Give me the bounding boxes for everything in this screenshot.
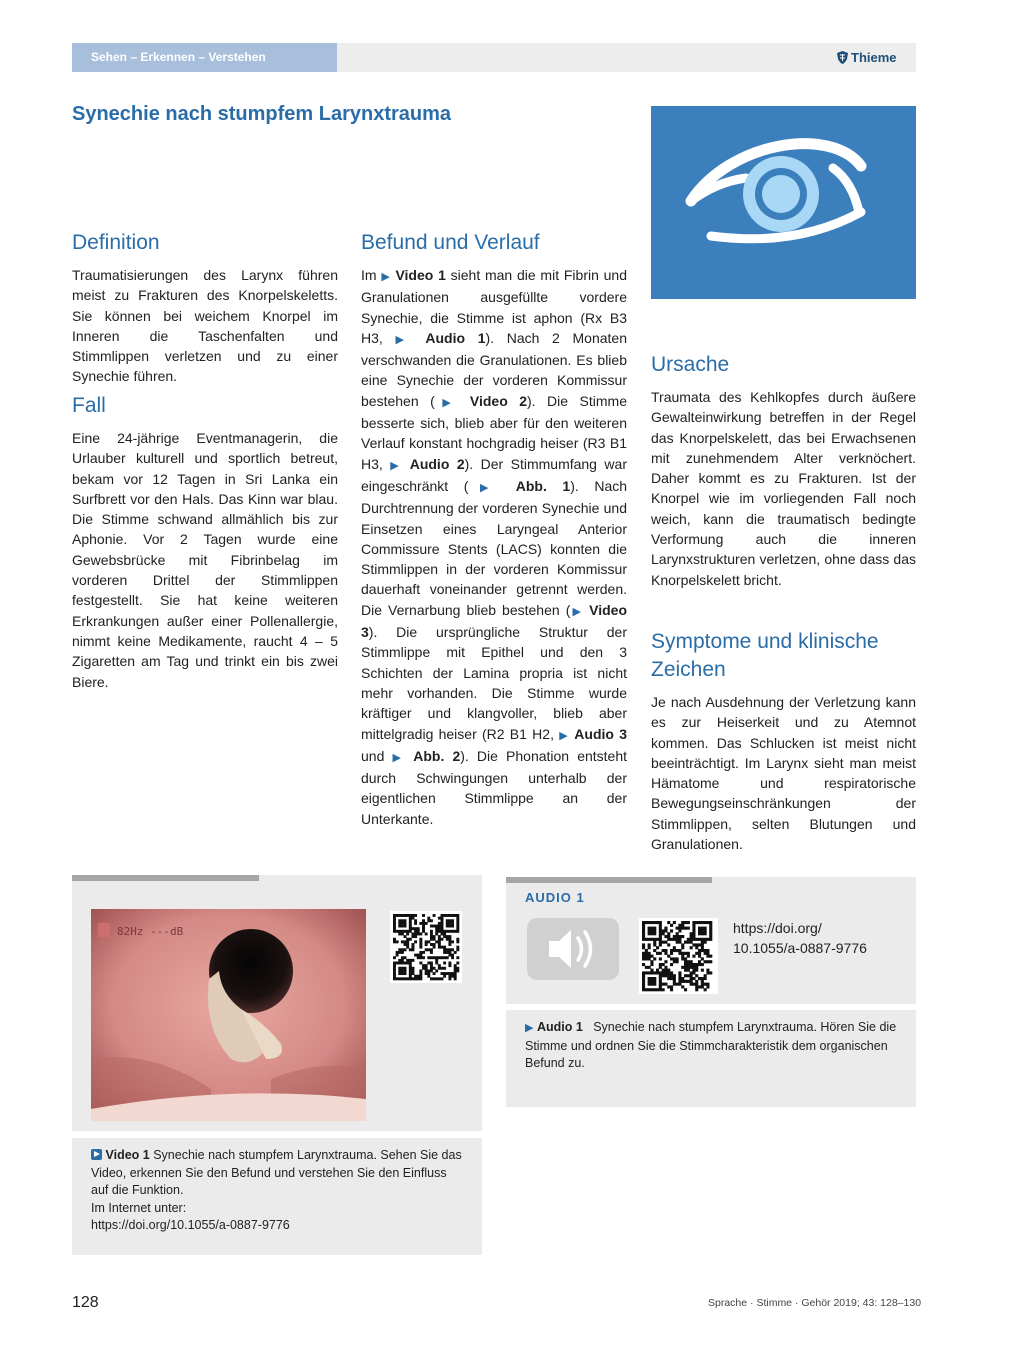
- abb1-ref[interactable]: Abb. 1: [515, 477, 571, 494]
- audio-play-button[interactable]: [527, 918, 619, 980]
- fall-section: [72, 392, 338, 692]
- fall-text: Eine 24-jährige Eventmanagerin, die Urlauber kulturell und sportlich betreut, bekam vor 12 Tagen in Sri Lanka ein Surfbrett vor den Hals. Das Kinn war blau. Die Stimme schwand allmählich bis zur Aphonie. Vor 2 Tagen wurde eine Gewebsbrücke mit Fibrinbelag im vorderen Drittel der Stimmlippen festgestellt. Sie hat keine weiteren Erkrankungen außer einer Pollenallergie, nimmt keine Medikamente, raucht 4 – 5 Zigaretten am Tag und trinkt ein bis zwei Biere.: [72, 430, 338, 690]
- audio-panel-topbar: [506, 877, 712, 883]
- section-tag-label: Sehen – Erkennen – Verstehen: [91, 50, 266, 64]
- ursache-heading: Ursache: [651, 353, 730, 376]
- symptome-text: Je nach Ausdehnung der Verletzung kann es zur Heiserkeit und zu Atemnot kommen. Das Schlucken ist meist nicht beeinträchtigt. Im Larynx sieht man meist Hämatome und respiratorische Bewegungseinschränkungen der Stimmlippen, selten Blutungen und Granulationen.: [651, 694, 916, 853]
- eye-icon: [651, 106, 916, 299]
- video-overlay-text: 82Hz ---dB: [117, 925, 184, 938]
- video-qr-code[interactable]: [390, 911, 462, 983]
- video-url[interactable]: https://doi.org/10.1055/a-0887-9776: [91, 1218, 290, 1232]
- video-play-icon: [91, 1149, 102, 1160]
- befund-section: [361, 229, 627, 829]
- larynx-video-frame: [91, 909, 366, 1121]
- eye-graphic: [651, 106, 916, 299]
- abb2-ref[interactable]: Abb. 2: [413, 747, 461, 764]
- page-number: 128: [72, 1294, 99, 1311]
- audio-url[interactable]: https://doi.org/ 10.1055/a-0887-9776: [733, 920, 867, 956]
- video3-ref[interactable]: Video 3: [361, 601, 627, 641]
- audio-caption-arrow-icon: ▶: [525, 1022, 534, 1034]
- video-player[interactable]: [91, 909, 366, 1121]
- qr-code-icon: [390, 911, 462, 983]
- journal-citation: Sprache · Stimme · Gehör 2019; 43: 128–130: [708, 1297, 922, 1309]
- definition-section: [72, 229, 338, 387]
- video-panel-topbar: [72, 875, 259, 881]
- video1-ref[interactable]: Video 1: [395, 267, 446, 283]
- video-internet-label: Im Internet unter:: [91, 1200, 187, 1215]
- audio-panel-label: AUDIO 1: [525, 890, 585, 905]
- fall-heading: Fall: [72, 394, 106, 417]
- video2-ref[interactable]: Video 2: [469, 392, 528, 409]
- befund-text: Im ▶ Video 1 sieht man die mit Fibrin und Granulationen ausgefüllte vordere Synechie, die Stimme ist aphon (Rx B3 H3, ▶ Audio 1). Nach 2 Monaten verschwanden die Granulationen. Es blieb eine Synechie der vorderen Kommissur bestehen (▶ Video 2). Die Stimme besserte sich, blieb aber für den weiteren Verlauf konstant hochgradig heiser (R3 B1 H3, ▶ Audio 2). Der Stimmumfang war eingeschränkt (▶ Abb. 1). Nach Durchtrennung der vorderen Synechie und Einsetzen eines Laryngeal Anterior Commissure Stents (LACS) konnten die Stimmlippen in der vorderen Kommissur dauerhaft voneinander getrennt werden. Die Vernarbung blieb bestehen (▶ Video 3). Die ursprüngliche Struktur der Stimmlippe mit Epithel und den 3 Schichten der Lamina propria ist nicht mehr vorhanden. Die Stimme wurde kräftiger und klangvoller, blieb aber mittelgradig heiser (R2 B1 H2, ▶ Audio 3 und ▶ Abb. 2). Die Phonation entsteht durch Schwingungen unterhalb der eigentlichen Stimmlippe an der Unterkante.: [361, 267, 628, 827]
- publisher-logo: [837, 50, 897, 65]
- befund-heading: Befund und Verlauf: [361, 231, 540, 254]
- video-caption: [91, 1147, 463, 1235]
- audio2-ref[interactable]: Audio 2: [409, 455, 465, 472]
- thieme-crest-icon: [837, 51, 848, 64]
- audio-qr-code[interactable]: [639, 918, 718, 994]
- audio-caption-text: Synechie nach stumpfem Larynxtrauma. Hören Sie die Stimme und ordnen Sie die Stimmcharakteristik dem organischen Befund zu.: [525, 1020, 897, 1070]
- definition-text: Traumatisierungen des Larynx führen meist zu Frakturen des Knorpelskeletts. Sie können bei weichem Knorpel im Inneren die Taschenfalten und Stimmlippen verletzen und zu einer Synechie führen.: [72, 267, 338, 385]
- publisher-name: Thieme: [851, 50, 897, 65]
- audio3-ref[interactable]: Audio 3: [574, 725, 627, 742]
- video-caption-label: Video 1: [105, 1148, 150, 1162]
- article-title: Synechie nach stumpfem Larynxtrauma: [72, 103, 452, 125]
- symptome-heading: Symptome und klinische Zeichen: [651, 630, 879, 681]
- audio1-ref[interactable]: Audio 1: [425, 329, 486, 346]
- definition-heading: Definition: [72, 231, 160, 254]
- speaker-icon: [527, 918, 619, 980]
- ursache-text: Traumata des Kehlkopfes durch äußere Gewalteinwirkung betreffen in der Regel das Knorpelskelett, das bei Erwachsenen mit zunehmendem Alter verknöchert. Daher kommt es zu Frakturen. Ist der Knorpel wie im vorliegenden Fall noch weich, kann die traumatisch bedingte Verformung auch die inneren Larynxstrukturen verletzen, ohne dass das Knorpelskelett bricht.: [651, 389, 916, 588]
- qr-code-icon: [639, 918, 718, 994]
- symptome-section: [651, 628, 916, 854]
- audio-caption-label: Audio 1: [536, 1020, 583, 1034]
- video-caption-text: Synechie nach stumpfem Larynxtrauma. Sehen Sie das Video, erkennen Sie den Befund und verstehen Sie den Einfluss auf die Funktion.: [91, 1148, 462, 1197]
- audio-caption: [525, 1019, 905, 1073]
- ursache-section: [651, 351, 916, 590]
